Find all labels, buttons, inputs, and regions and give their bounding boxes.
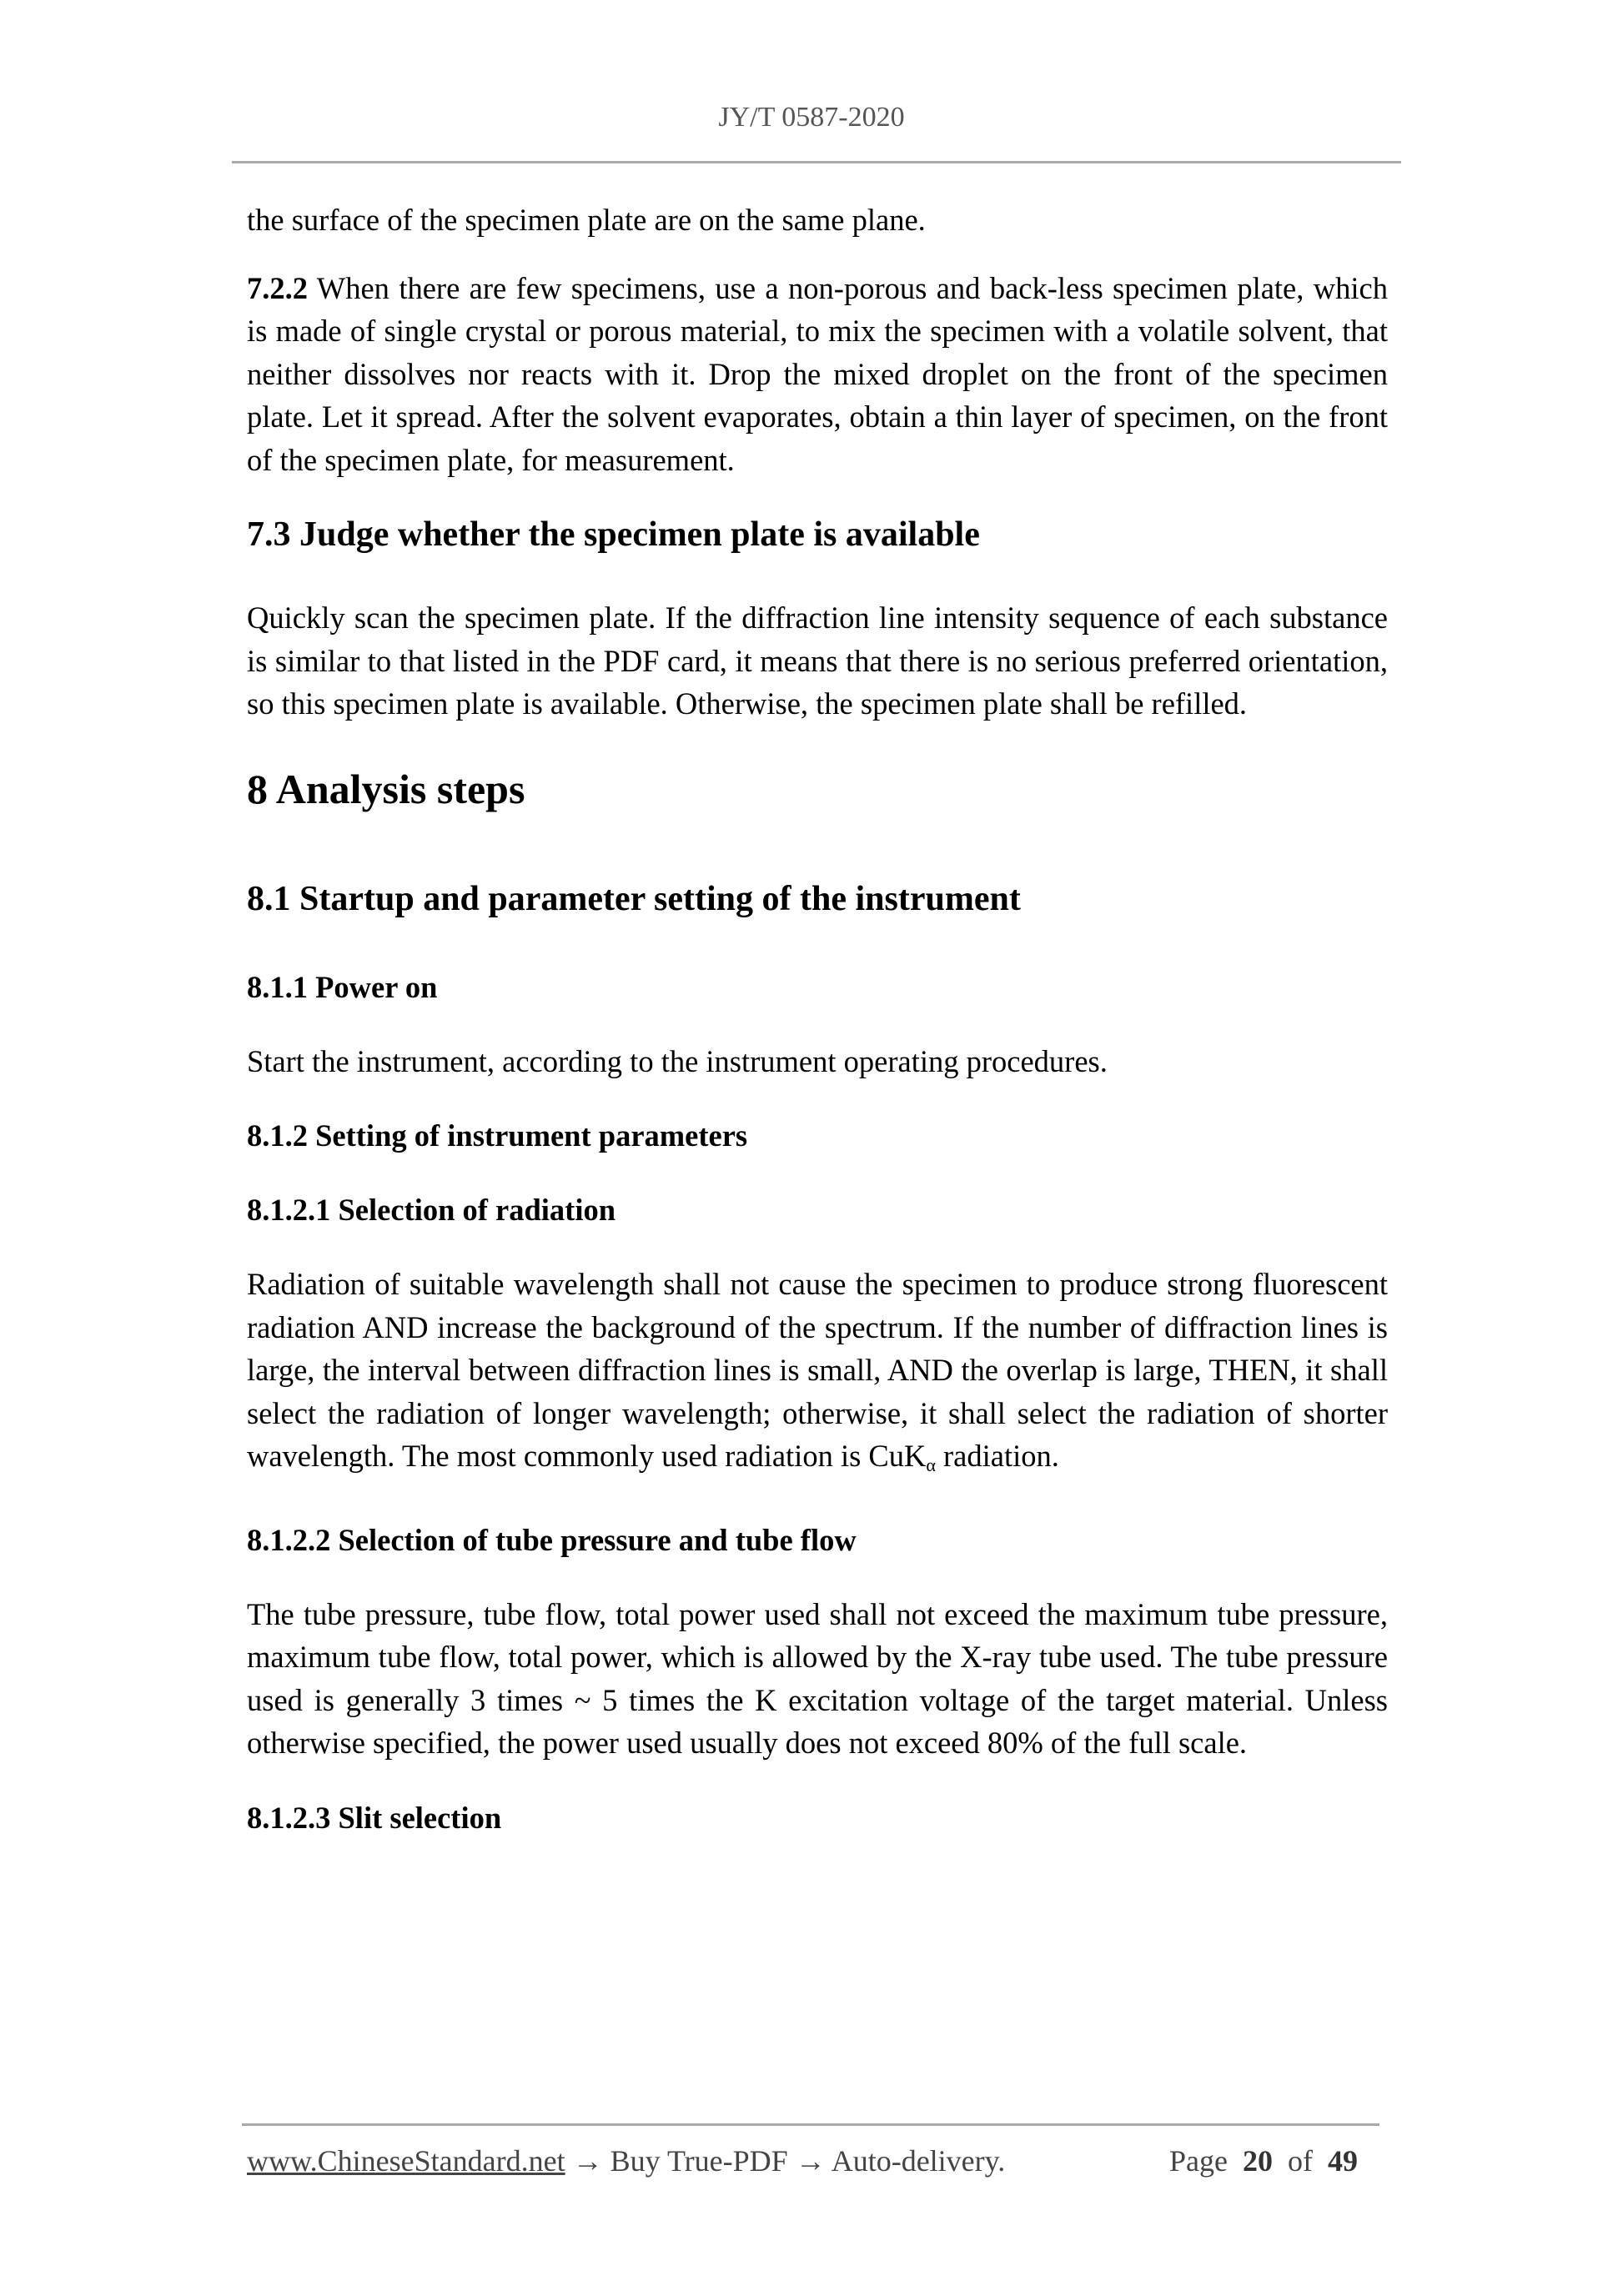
heading-8-1-2-3: 8.1.2.3 Slit selection [247, 1800, 502, 1835]
page-footer [247, 2143, 1378, 2178]
clause-text: When there are few specimens, use a non-porous and back-less specimen plate, which is made of single crystal or porous material, to mix the specimen with a volatile solvent, that neither dissolves nor reacts with it. Drop the mixed droplet on the front of the specimen plate. Let it spread. After the solvent evaporates, obtain a thin layer of specimen, on the front of the specimen plate, for measurement. [247, 270, 1388, 477]
page-label: Page [1169, 2144, 1228, 2178]
document-code-header: JY/T 0587-2020 [718, 102, 905, 133]
paragraph-8-1-2-2: The tube pressure, tube flow, total power used shall not exceed the maximum tube pressure, maximum tube flow, total power, which is allowed by the X-ray tube used. The tube pressure used is generally 3 times ~ 5 times the K excitation voltage of the target material. Unless otherwise specified, the power used usually does not exceed 80% of the full scale. [247, 1596, 1388, 1760]
page-indicator [1169, 2143, 1358, 2178]
radiation-text: Radiation of suitable wavelength shall not cause the specimen to produce strong fluorescent radiation AND increase the background of the spectrum. If the number of diffraction lines is large, the interval between diffraction lines is small, AND the overlap is large, THEN, it shall select the radiation of longer wavelength; otherwise, it shall select the radiation of shorter wavelength. The most commonly used radiation is CuK [247, 1267, 1388, 1473]
website-link[interactable]: www.ChineseStandard.net [247, 2144, 565, 2178]
paragraph-continuation: the surface of the specimen plate are on the same plane. [247, 203, 926, 237]
of-label: of [1288, 2144, 1313, 2178]
arrow-right-icon: → [572, 2144, 603, 2178]
alpha-subscript: α [926, 1454, 936, 1475]
paragraph-8-1-1: Start the instrument, according to the instrument operating procedures. [247, 1043, 1108, 1078]
current-page: 20 [1243, 2144, 1273, 2178]
heading-8-1-2-1: 8.1.2.1 Selection of radiation [247, 1193, 616, 1227]
auto-delivery-text: Auto-delivery. [831, 2144, 1006, 2178]
footer-promo [247, 2143, 1005, 2178]
footer-divider [242, 2123, 1379, 2126]
heading-8-1: 8.1 Startup and parameter setting of the instrument [247, 879, 1021, 918]
paragraph-7-2-2 [247, 267, 1388, 482]
clause-number: 7.2.2 [247, 270, 308, 305]
paragraph-7-3: Quickly scan the specimen plate. If the diffraction line intensity sequence of each substance is similar to that listed in the PDF card, it means that there is no serious preferred orientation, so this specimen plate is available. Otherwise, the specimen plate shall be refilled. [247, 600, 1388, 721]
paragraph-8-1-2-1 [247, 1263, 1388, 1487]
header-divider [232, 161, 1401, 163]
heading-8: 8 Analysis steps [247, 765, 525, 812]
arrow-right-icon: → [795, 2144, 826, 2178]
heading-7-3: 7.3 Judge whether the specimen plate is available [247, 515, 980, 554]
buy-true-pdf-text: Buy True-PDF [610, 2144, 788, 2178]
radiation-text-end: radiation. [935, 1439, 1059, 1473]
heading-8-1-2: 8.1.2 Setting of instrument parameters [247, 1118, 748, 1153]
total-pages: 49 [1328, 2144, 1358, 2178]
heading-8-1-1: 8.1.1 Power on [247, 969, 438, 1004]
heading-8-1-2-2: 8.1.2.2 Selection of tube pressure and tube flow [247, 1522, 857, 1557]
page-content [247, 198, 1388, 1839]
